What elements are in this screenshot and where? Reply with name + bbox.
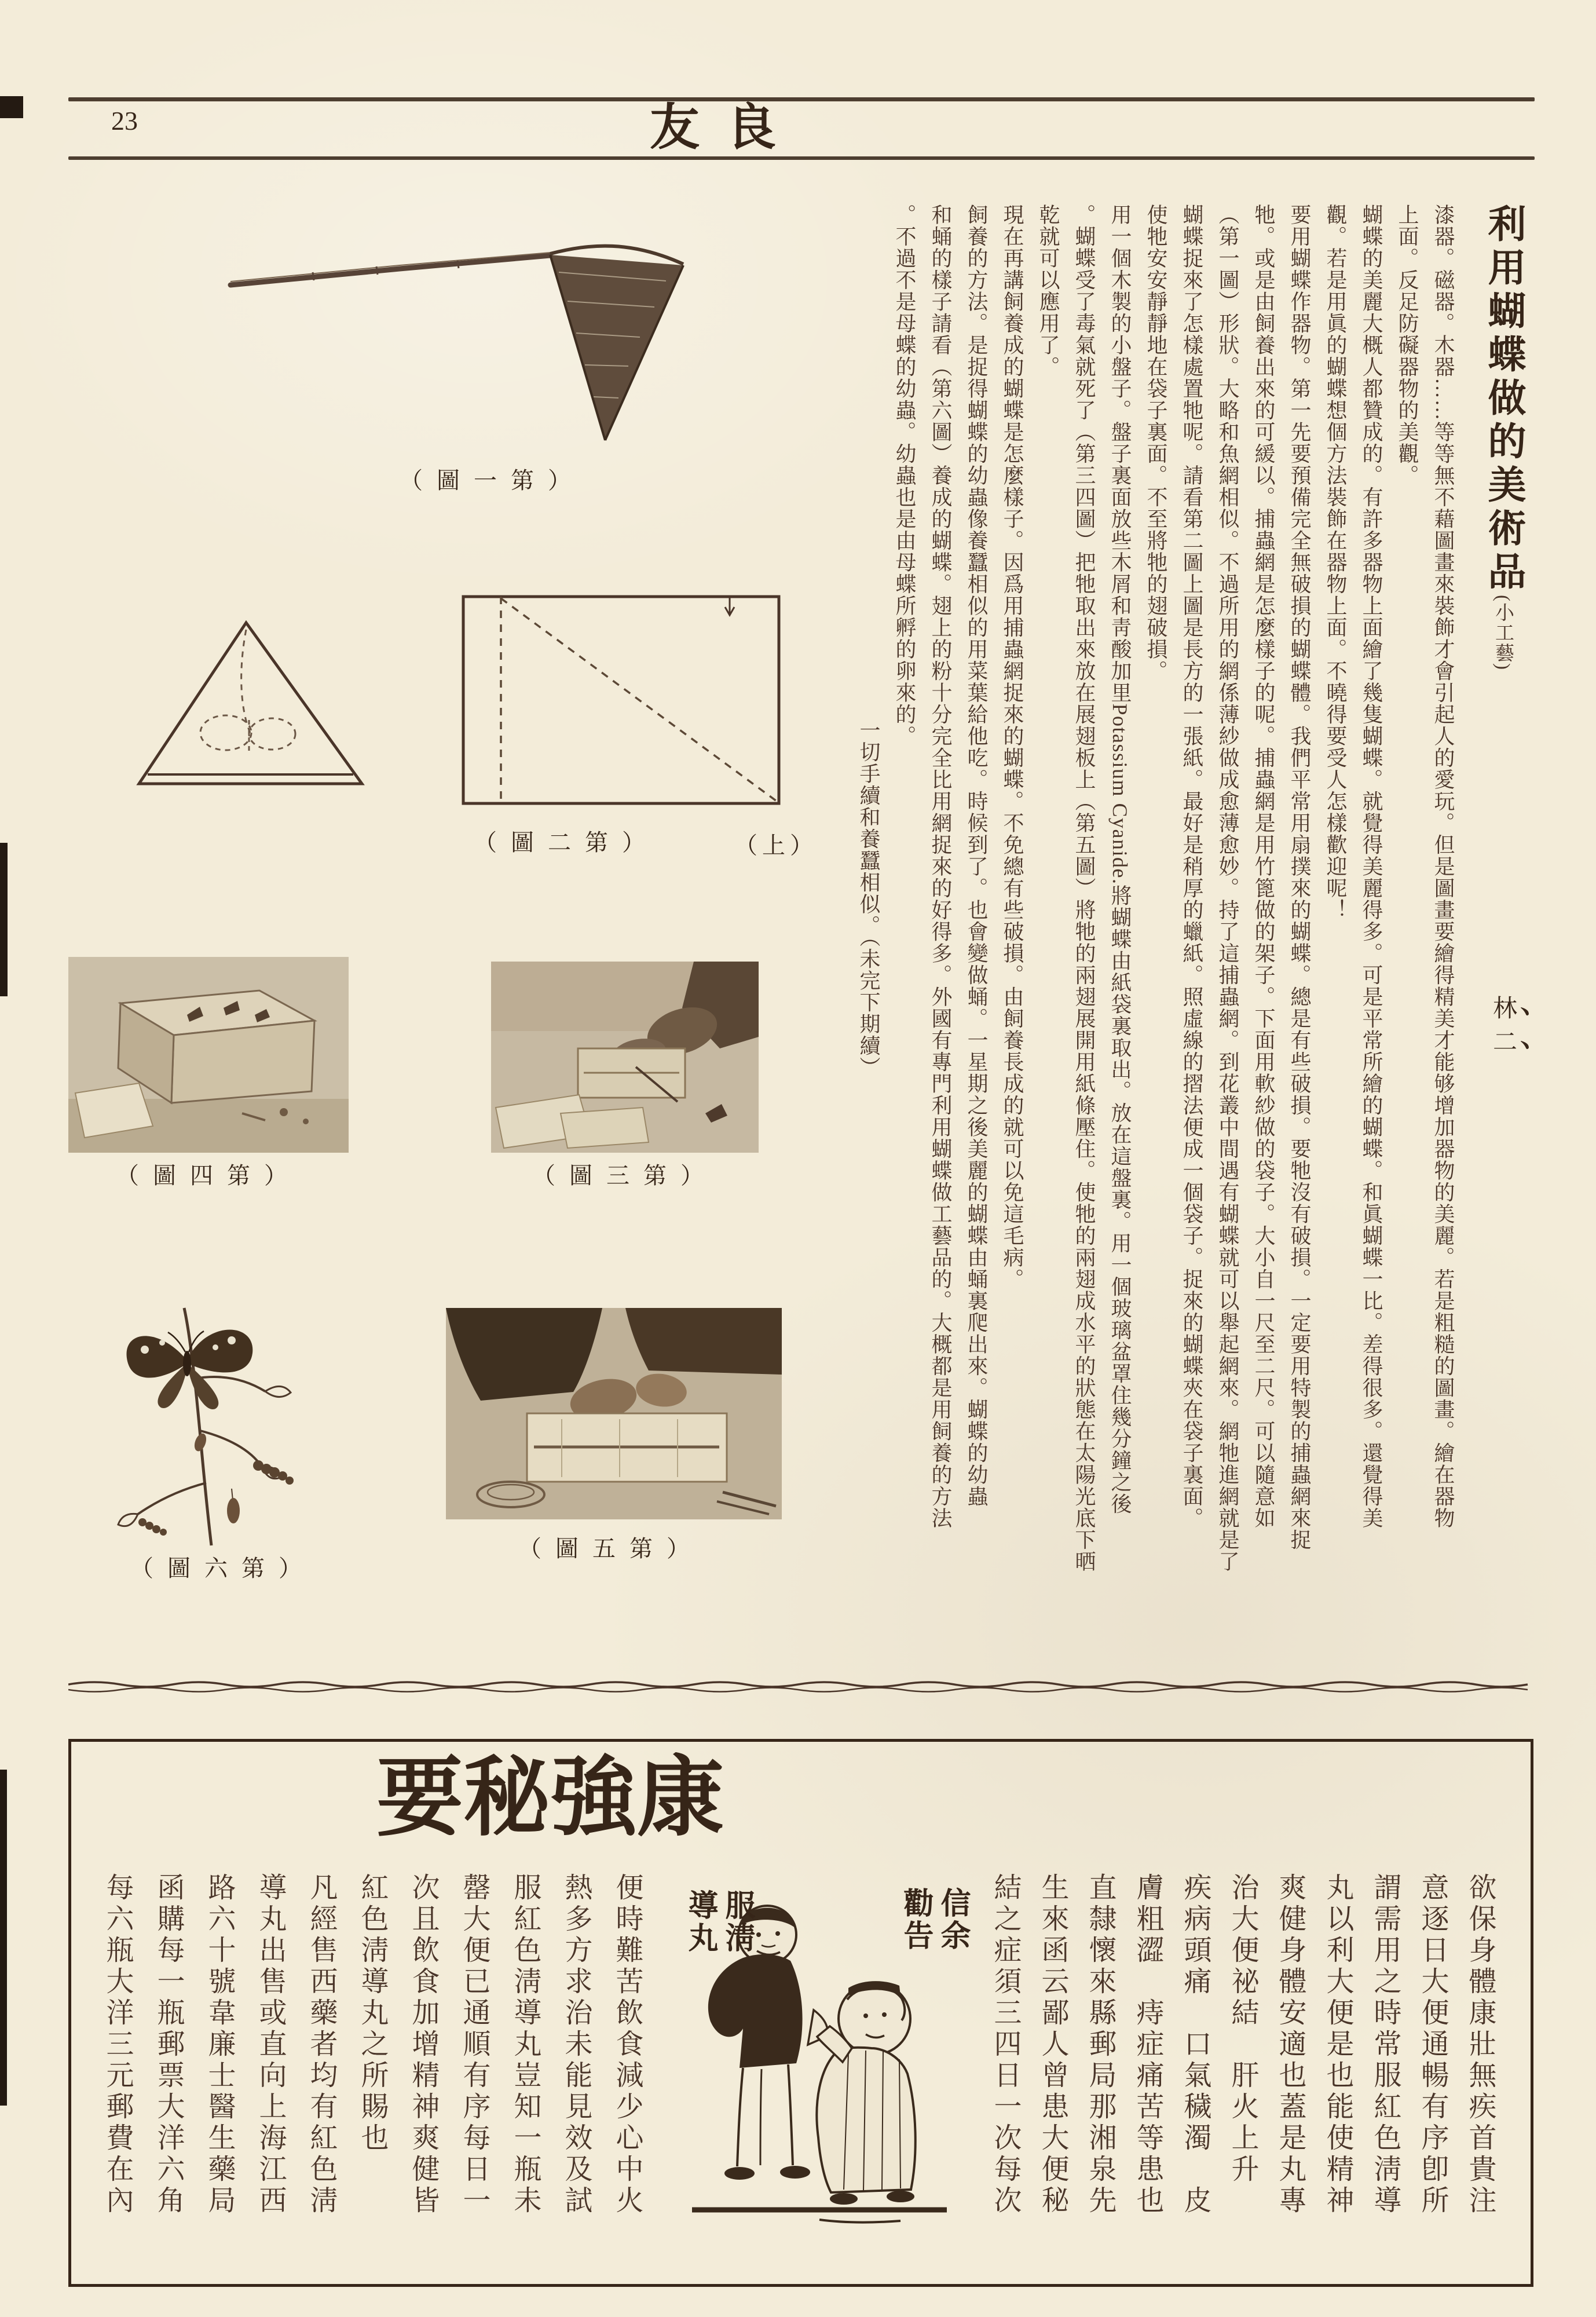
- masthead: 友良: [650, 100, 803, 155]
- ad-column: 爽健身體安適也蓋是丸專: [1275, 1873, 1305, 2217]
- article-column: 上面。反足防礙器物的美觀。: [1396, 204, 1419, 487]
- ad-column: 罄大便已通順有序每日一: [459, 1873, 489, 2217]
- article-title: 利用蝴蝶做的美術品: [1482, 204, 1524, 595]
- article-title-note: (小工藝): [1492, 595, 1513, 671]
- article-columns: [851, 204, 1461, 1624]
- article-column: 現在再講飼養成的蝴蝶是怎麼樣子。因爲用捕蟲網捉來的蝴蝶。不免總有些破損。由飼養長成的就可以免這毛病。: [1001, 204, 1024, 1290]
- article-column: 觀。若是用眞的蝴蝶想個方法裝飾在器物上面。不曉得要受人怎樣歡迎呢！: [1324, 204, 1347, 921]
- ad-column: 丸以利大便是也能使精神: [1322, 1873, 1353, 2217]
- ad-column: 每六瓶大洋三元郵費在內: [102, 1873, 133, 2217]
- article-author: 林二: [1489, 995, 1516, 1062]
- ad-label-advice: [896, 1887, 971, 1952]
- ad-label-line: 服淸: [720, 1890, 753, 1954]
- ad-column: 謂需用之時常服紅色淸導: [1370, 1873, 1400, 2217]
- photo-figure-4: [68, 957, 349, 1153]
- article-column: 乾就可以應用了。: [1037, 204, 1060, 378]
- folding-diagram-drawing: [130, 588, 785, 817]
- ad-label-line: 勸告: [899, 1887, 932, 1952]
- ad-column: 紅色淸導丸之所賜也: [357, 1873, 387, 2154]
- figure1-caption: （圖一第）: [400, 467, 585, 494]
- ad-column: 結之症須三四日一次每次: [990, 1873, 1020, 2217]
- article-column: 飼養的方法。是捉得蝴蝶的幼蟲像養蠶相似的用菜葉給他吃。時候到了。也會變做蛹。一星期之後美麗的蝴蝶由蛹裏爬出來。蝴蝶的幼蟲: [965, 204, 988, 1507]
- photo-figure-5: [446, 1308, 782, 1519]
- figure5-caption: （圖五第）: [518, 1536, 704, 1562]
- page-number: 23: [111, 106, 138, 136]
- hands-working-photo: [491, 962, 759, 1153]
- butterfly-net-drawing: [226, 209, 718, 463]
- article-column: 蝴蝶捉來了怎樣處置牠呢。請看第二圖上圖是長方的一張紙。最好是稍厚的蠟紙。照虛線的摺法便成一個袋子。捉來的蝴蝶夾在袋子裏面。: [1180, 204, 1203, 1529]
- ad-text-right: [981, 1873, 1503, 2272]
- figure3-caption: （圖三第）: [532, 1163, 718, 1189]
- article-column: 用一個木製的小盤子。盤子裏面放些木屑和靑酸加里Potassium Cyanide.將蝴蝶由紙袋裏取出。放在這盤裏。用一個玻璃盆罩住幾分鐘之後: [1108, 204, 1132, 1515]
- article-column: （第一圖）形狀。大略和魚網相似。不過所用的網係薄紗做成愈薄愈妙。持了這捕蟲網。到花叢中間遇有蝴蝶就可以舉起網來。網牠進網就是了: [1216, 204, 1239, 1573]
- article-column: 。不過不是母蝶的幼蟲。幼蟲也是由母蝶所孵的卵來的。: [893, 204, 916, 747]
- ad-column: 直隸懷來縣郵局那湘泉先: [1085, 1873, 1115, 2217]
- butterfly-lifecycle-illustration: [87, 1292, 359, 1547]
- figure4-caption: （圖四第）: [116, 1163, 301, 1189]
- spreading-board-photo: [446, 1308, 782, 1519]
- article-column: 使牠安安靜靜地在袋子裏面。不至將牠的翅破損。: [1144, 204, 1167, 682]
- article-column: 牠。或是由飼養出來的可緩以。捕蟲網是怎麼樣子的呢。捕蟲網是用竹篦做的架子。下面用軟紗做的袋子。大小自一尺至二尺。可以隨意如: [1252, 204, 1275, 1529]
- scan-artifact: [0, 843, 8, 996]
- article-column: 。蝴蝶受了毒氣就死了（第三四圖）把牠取出來放在展翅板上（第五圖）將牠的兩翅展開用紙條壓住。使牠的兩翅成水平的狀態在太陽光底下晒: [1072, 204, 1096, 1573]
- article-column: 漆器。磁器。木器……等等無不藉圖畫來裝飾才會引起人的愛玩。但是圖畫要繪得精美才能够增加器物的美麗。若是粗糙的圖畫。繪在器物: [1432, 204, 1455, 1529]
- header-rule-bottom: [68, 156, 1535, 160]
- ad-label-line: 導丸: [683, 1890, 716, 1954]
- ad-column: 膚粗澀 痔症痛苦等患也: [1132, 1873, 1163, 2217]
- scan-artifact: [0, 1770, 7, 2106]
- figure6-caption: （圖六第）: [130, 1555, 316, 1581]
- ad-column: 疾病頭痛 口氣穢濁 皮: [1180, 1873, 1210, 2217]
- article-column: 一切手續和養蠶相似。（未完下期續）: [857, 719, 880, 1079]
- ad-column: 便時難苦飲食減少心中火: [612, 1873, 642, 2217]
- ad-text-left: [91, 1873, 652, 2272]
- article-column: 和蛹的樣子請看（第六圖）養成的蝴蝶。翅上的粉十分完全比用網捉來的好得多。外國有專門利用蝴蝶做工藝品的。大概都是用飼養的方法: [929, 204, 952, 1529]
- ad-label-line: 信余: [936, 1887, 969, 1952]
- paper-folding-diagram: [130, 588, 785, 817]
- ad-column: 生來函云鄙人曾患大便秘: [1037, 1873, 1068, 2217]
- photo-figure-3: [491, 962, 759, 1153]
- butterfly-branch-drawing: [87, 1292, 359, 1547]
- article-title-column: [1470, 204, 1535, 1624]
- ad-column: 欲保身體康壯無疾首貴注: [1465, 1873, 1495, 2217]
- wavy-divider-line: [68, 1679, 1535, 1695]
- ad-column: 治大便祕結 肝火上升: [1227, 1873, 1258, 2186]
- ad-column: 凡經售西藥者均有紅色淸: [306, 1873, 336, 2217]
- butterfly-net-illustration: [226, 209, 718, 463]
- article-column: 要用蝴蝶作器物。第一先要預備完全無破損的蝴蝶體。我們平常用扇撲來的蝴蝶。總是有些破損。要牠沒有破損。一定要用特製的捕蟲網來捉: [1288, 204, 1311, 1551]
- figure2-sub-caption: （上）: [734, 832, 818, 858]
- scan-artifact: [0, 96, 23, 118]
- ad-column: 熱多方求治未能見效及試: [561, 1873, 591, 2217]
- glass-case-photo: [68, 957, 349, 1153]
- article-body: [808, 204, 1535, 1624]
- ad-title: 要秘強康: [376, 1750, 724, 1847]
- ad-column: 路六十號韋廉士醫生藥局: [204, 1873, 235, 2217]
- ad-column: 函購每一瓶郵票大洋六角: [153, 1873, 184, 2217]
- ad-column: 服紅色淸導丸豈知一瓶未: [510, 1873, 540, 2217]
- ad-column: 導丸出售或直向上海江西: [255, 1873, 285, 2217]
- ad-column: 次且飲食加增精神爽健皆: [408, 1873, 438, 2217]
- section-divider: [68, 1679, 1535, 1695]
- figure2-caption: （圖二第）: [474, 829, 659, 856]
- ad-column: 意逐日大便通暢有序卽所: [1417, 1873, 1448, 2217]
- ad-label-pill: [681, 1890, 755, 1954]
- article-column: 蝴蝶的美麗大概人都贊成的。有許多器物上面繪了幾隻蝴蝶。就覺得美麗得多。可是平常所繪的蝴蝶。和眞蝴蝶一比。差得很多。還覺得美: [1360, 204, 1383, 1529]
